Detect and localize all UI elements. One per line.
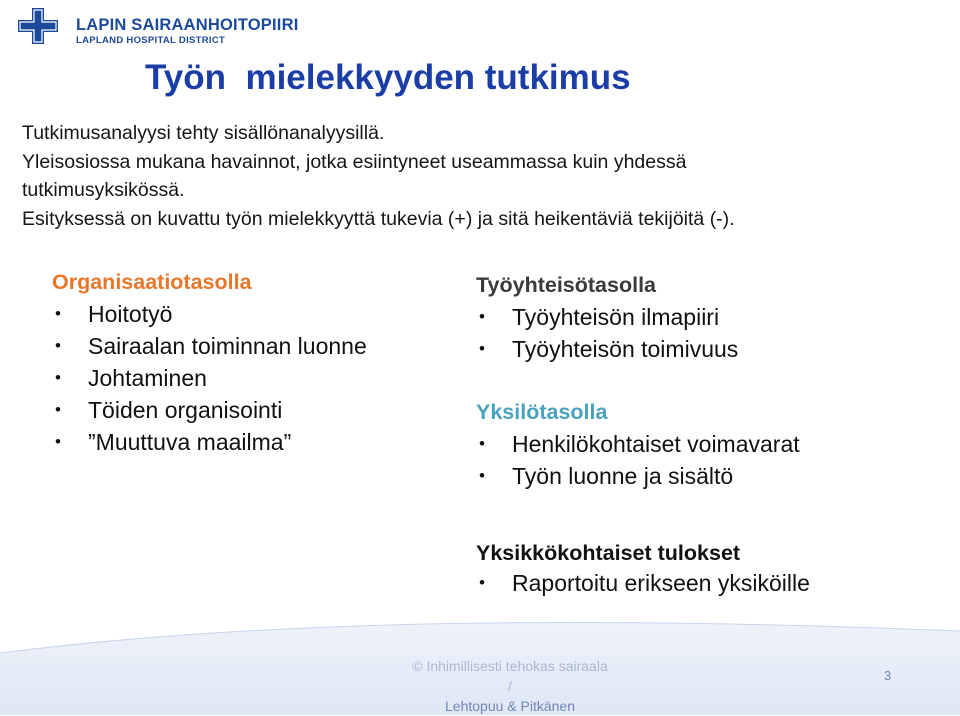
intro-line: tutkimusyksikössä. xyxy=(22,179,185,201)
list-item: • Henkilökohtaiset voimavarat xyxy=(476,428,800,460)
bullet-icon: • xyxy=(479,307,485,326)
intro-text xyxy=(22,119,942,233)
community-section xyxy=(476,273,738,365)
individual-section xyxy=(476,400,800,492)
list-item: • Hoitotyö xyxy=(52,298,367,330)
bullet-icon: • xyxy=(55,432,61,451)
individual-heading: Yksilötasolla xyxy=(476,400,608,424)
unit-results-list xyxy=(476,567,810,599)
intro-line: Yleisosiossa mukana havainnot, jotka esiintyneet useammassa kuin yhdessä xyxy=(22,150,687,173)
bullet-icon: • xyxy=(55,336,61,355)
list-item: • Työn luonne ja sisältö xyxy=(476,460,800,492)
organisation-list xyxy=(52,298,367,458)
community-heading: Työyhteisötasolla xyxy=(476,273,657,297)
bullet-icon: • xyxy=(479,573,485,592)
bullet-icon: • xyxy=(55,304,61,323)
logo-name: LAPIN SAIRAANHOITOPIIRI xyxy=(76,16,299,34)
cross-icon xyxy=(14,6,66,46)
organisation-heading: Organisaatiotasolla xyxy=(52,270,252,294)
unit-results-section xyxy=(476,541,810,599)
individual-list xyxy=(476,428,800,492)
bullet-icon: • xyxy=(55,368,61,387)
list-item: • Johtaminen xyxy=(52,362,367,394)
footer-credits xyxy=(410,656,610,716)
list-item: • Raportoitu erikseen yksiköille xyxy=(476,567,810,599)
page-number: 3 xyxy=(884,668,892,683)
list-item: • Sairaalan toiminnan luonne xyxy=(52,330,367,362)
unit-results-heading: Yksikkökohtaiset tulokset xyxy=(476,541,741,565)
list-item: • Työyhteisön toimivuus xyxy=(476,333,738,365)
bullet-icon: • xyxy=(55,400,61,419)
footer-copyright: © Inhimillisesti tehokas sairaala / xyxy=(412,658,608,694)
footer-authors: Lehtopuu & Pitkänen xyxy=(445,698,575,714)
bullet-icon: • xyxy=(479,466,485,485)
intro-line: Esityksessä on kuvattu työn mielekkyyttä tukevia (+) ja sitä heikentäviä tekijöitä (-). xyxy=(22,207,735,230)
organisation-section xyxy=(52,270,367,458)
hospital-logo xyxy=(14,6,299,46)
list-item: • Töiden organisointi xyxy=(52,394,367,426)
logo-subtitle: LAPLAND HOSPITAL DISTRICT xyxy=(76,35,226,46)
slide-title: Työn mielekkyyden tutkimus xyxy=(145,58,631,97)
bullet-icon: • xyxy=(479,339,485,358)
list-item: • ”Muuttuva maailma” xyxy=(52,426,367,458)
list-item: • Työyhteisön ilmapiiri xyxy=(476,301,738,333)
bullet-icon: • xyxy=(479,434,485,453)
intro-line: Tutkimusanalyysi tehty sisällönanalyysillä. xyxy=(22,122,385,144)
community-list xyxy=(476,301,738,365)
